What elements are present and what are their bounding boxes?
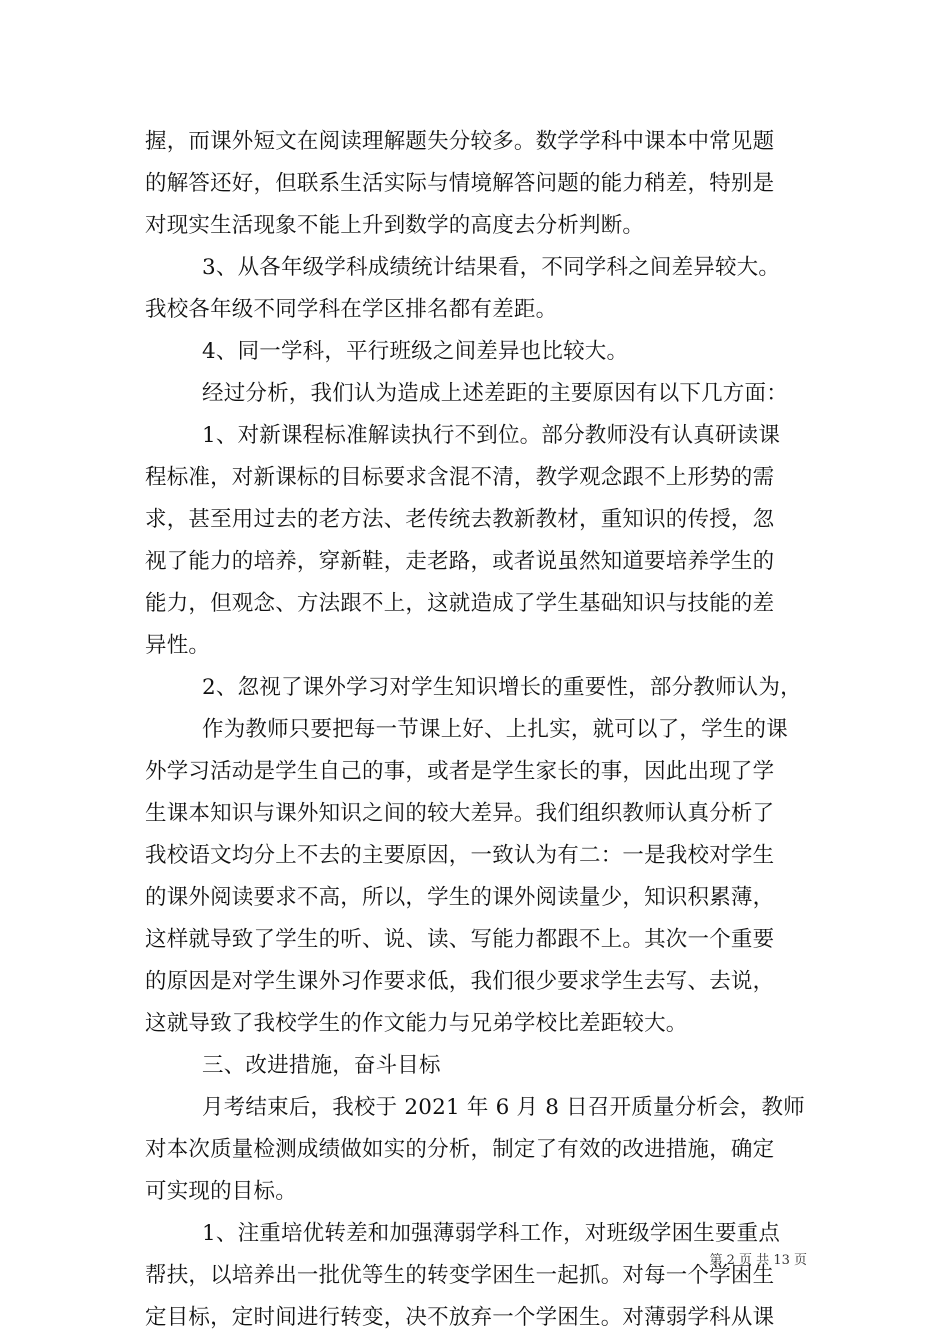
text-line: 程标准，对新课标的目标要求含混不清，教学观念跟不上形势的需 bbox=[145, 465, 775, 490]
text-line: 的解答还好，但联系生活实际与情境解答问题的能力稍差，特别是 bbox=[145, 171, 775, 196]
text-line: 我校语文均分上不去的主要原因，一致认为有二：一是我校对学生 bbox=[145, 843, 775, 868]
text-line: 对现实生活现象不能上升到数学的高度去分析判断。 bbox=[145, 213, 645, 238]
paragraph-start-line: 作为教师只要把每一节课上好、上扎实，就可以了，学生的课 bbox=[202, 717, 788, 742]
paragraph-start-line: 月考结束后，我校于 2021 年 6 月 8 日召开质量分析会，教师 bbox=[202, 1095, 805, 1120]
text-line: 异性。 bbox=[145, 633, 211, 658]
text-line: 能力，但观念、方法跟不上，这就造成了学生基础知识与技能的差 bbox=[145, 591, 775, 616]
text-line: 这就导致了我校学生的作文能力与兄弟学校比差距较大。 bbox=[145, 1011, 688, 1036]
section-heading: 三、改进措施，奋斗目标 bbox=[202, 1053, 441, 1078]
paragraph-start-line: 4、同一学科，平行班级之间差异也比较大。 bbox=[202, 339, 629, 364]
text-line: 求，甚至用过去的老方法、老传统去教新教材，重知识的传授，忽 bbox=[145, 507, 775, 532]
text-line: 外学习活动是学生自己的事，或者是学生家长的事，因此出现了学 bbox=[145, 759, 775, 784]
text-line: 定目标，定时间进行转变，决不放弃一个学困生。对薄弱学科从课 bbox=[145, 1305, 775, 1330]
text-line: 帮扶，以培养出一批优等生的转变学困生一起抓。对每一个学困生 bbox=[145, 1263, 775, 1288]
text-line: 这样就导致了学生的听、说、读、写能力都跟不上。其次一个重要 bbox=[145, 927, 775, 952]
page-number-footer: 第 2 页 共 13 页 bbox=[709, 1253, 807, 1268]
text-line: 握，而课外短文在阅读理解题失分较多。数学学科中课本中常见题 bbox=[145, 129, 775, 154]
paragraph-start-line: 3、从各年级学科成绩统计结果看，不同学科之间差异较大。 bbox=[202, 255, 781, 280]
document-body bbox=[145, 121, 810, 1339]
paragraph-start-line: 2、忽视了课外学习对学生知识增长的重要性，部分教师认为， bbox=[202, 675, 802, 700]
paragraph-start-line: 1、对新课程标准解读执行不到位。部分教师没有认真研读课 bbox=[202, 423, 781, 448]
text-line: 我校各年级不同学科在学区排名都有差距。 bbox=[145, 297, 558, 322]
paragraph-start-line: 1、注重培优转差和加强薄弱学科工作，对班级学困生要重点 bbox=[202, 1221, 781, 1246]
paragraph-start-line: 经过分析，我们认为造成上述差距的主要原因有以下几方面： bbox=[202, 381, 788, 406]
text-line: 的课外阅读要求不高，所以，学生的课外阅读量少，知识积累薄， bbox=[145, 885, 775, 910]
text-line: 的原因是对学生课外习作要求低，我们很少要求学生去写、去说， bbox=[145, 969, 775, 994]
text-line: 生课本知识与课外知识之间的较大差异。我们组织教师认真分析了 bbox=[145, 801, 775, 826]
text-line: 对本次质量检测成绩做如实的分析，制定了有效的改进措施，确定 bbox=[145, 1137, 775, 1162]
text-line: 可实现的目标。 bbox=[145, 1179, 297, 1204]
text-line: 视了能力的培养，穿新鞋，走老路，或者说虽然知道要培养学生的 bbox=[145, 549, 775, 574]
